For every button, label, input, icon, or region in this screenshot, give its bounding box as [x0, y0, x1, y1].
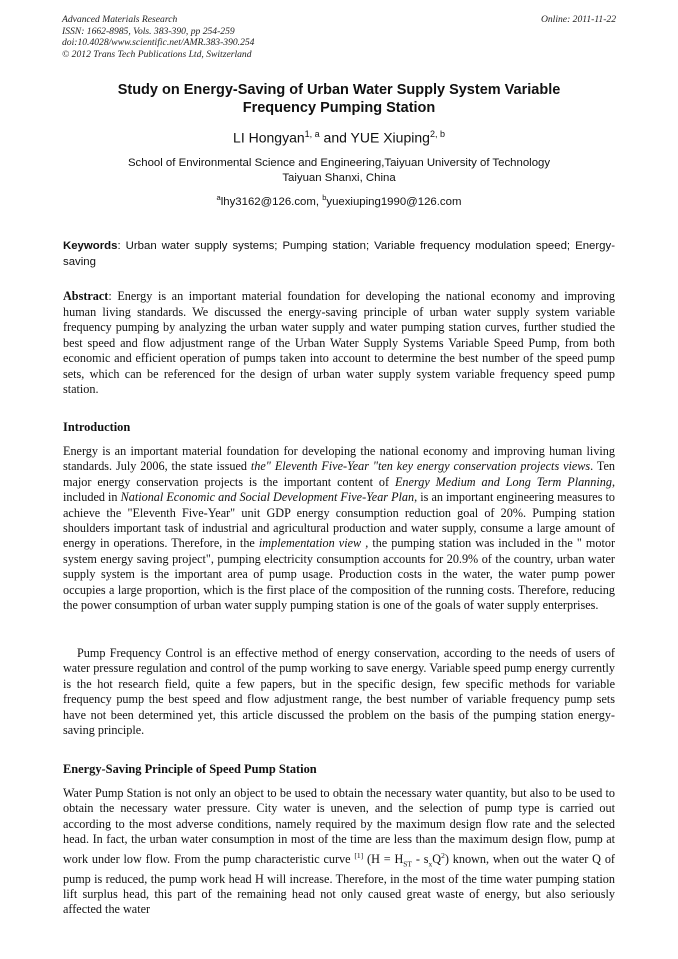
intro-text: , is an important engineering measures to achieve the "Eleventh Five-Year" unit GDP energy consumption reduction goal of 20%. Pumping station shoulders important task of industrial and agricultural production and water supply, consume a large amount of energy in operations. Therefore, in the: [63, 490, 615, 551]
keywords: [63, 239, 615, 270]
title-line-1: Study on Energy-Saving of Urban Water Supply System Variable: [117, 82, 561, 98]
email-a-marker: a: [216, 193, 221, 202]
online-date: Online: 2011-11-22: [540, 14, 616, 25]
introduction-paragraph-1: [63, 444, 615, 613]
equation-superscript: 2: [441, 850, 445, 860]
abstract-label: Abstract: [63, 289, 109, 303]
author-1-affiliation: 1, a: [304, 129, 320, 139]
keywords-label: Keywords: [63, 240, 118, 252]
intro-text: , included in: [63, 474, 615, 505]
email-b-marker: b: [322, 193, 327, 202]
intro-emphasis: the" Eleventh Five-Year "ten key energy conservation projects views: [250, 459, 591, 474]
intro-emphasis: National Economic and Social Development Five-Year Plan: [120, 490, 415, 505]
author-1: LI Hongyan: [233, 129, 305, 146]
email-list: [0, 193, 678, 208]
abstract: [63, 289, 615, 398]
issn-line: ISSN: 1662-8985, Vols. 383-390, pp 254-259: [62, 25, 235, 37]
paper-title: [40, 82, 638, 117]
equation-subscript: ST: [403, 859, 413, 869]
section-text: known, when out the water Q of pump is reduced, the pump work head H will increase. Therefore, in the most of the time water pumping station lift surplus head, this part of the remaining head not only caused great waste of energy, but also seriously affected the water: [63, 851, 615, 917]
citation-ref: [1]: [354, 850, 364, 860]
intro-text: . Ten major energy conservation projects is the important content of: [63, 459, 615, 489]
section-text: Water Pump Station is not only an object to be used to obtain the necessary water quantity, but also to be used to obtain the necessary water pressure. City water is uneven, and the selection of pump type is carried out according to the most adverse conditions, namely required by the maximum design flow rate and the selected head. In fact, the urban water consumption in most of the time are less than the maximum design flow, pump at work under low flow. From the pump characteristic curve: [63, 786, 615, 866]
affiliation-line-2: Taiyuan Shanxi, China: [282, 172, 396, 184]
section-energy-saving-heading: Energy-Saving Principle of Speed Pump Station: [63, 762, 317, 776]
author-2: YUE Xiuping: [350, 129, 430, 146]
introduction-heading: Introduction: [63, 420, 131, 434]
section-energy-saving-paragraph: [63, 786, 615, 918]
equation-part: (H = H: [363, 851, 404, 866]
doi-line: doi:10.4028/www.scientific.net/AMR.383-390.254: [62, 37, 255, 49]
author-2-affiliation: 2, b: [429, 129, 445, 139]
equation-part: ): [444, 851, 449, 866]
affiliation: [40, 156, 638, 186]
affiliation-line-1: School of Environmental Science and Engineering,Taiyuan University of Technology: [127, 157, 551, 169]
copyright-line: © 2012 Trans Tech Publications Ltd, Switzerland: [62, 48, 252, 60]
introduction-paragraph-2: Pump Frequency Control is an effective method of energy conservation, according to the needs of users of water pressure regulation and control of the pump working to save energy. Variable speed pump energy currently is the hot research field, quite a few papers, but in the specific design, few specific methods for variable frequency pump the best speed and flow adjustment range, the best number of variable frequency pump sets have not been determined yet, this article discussed the problem on the basis of the pumping station energy-saving principle.: [63, 646, 615, 738]
intro-text: , the pumping station was included in the " motor system energy saving project", pumping electricity consumption accounts for 20.9% of the country, urban water supply system is the important area of pump usage. Production costs in the water, the water pump power occupies a large proportion, which is the first place of the composition of the running costs. Therefore, reducing the power consumption of urban water supply pumping station is one of the goals of water supply enterprises.: [63, 536, 616, 613]
equation-part: - s: [412, 851, 429, 866]
author-list: [0, 129, 678, 146]
intro-text: Energy is an important material foundation for developing the national economy and improving human living standards. July 2006, the state issued: [63, 444, 615, 474]
intro-emphasis: implementation view: [258, 536, 362, 551]
keywords-text: : Urban water supply systems; Pumping station; Variable frequency modulation speed; Energy-saving: [63, 240, 615, 268]
journal-name: Advanced Materials Research: [62, 14, 178, 25]
abstract-text: : Energy is an important material foundation for developing the national economy and improving human living standards. We discussed the energy-saving principle of urban water supply system variable frequency pumping by analyzing the urban water supply and water pumping station curves, further studied the best speed and flow adjustment range of the Urban Water Supply Systems Variable Speed Pump, from both economic and efficient operation of pumps taken into account to determine the best number of the speed pump sets, which can be referenced for the design of urban water supply system variable frequency speed pump station.: [63, 289, 615, 396]
journal-header: [62, 14, 616, 60]
intro-emphasis: Energy Medium and Long Term Planning: [394, 474, 612, 489]
equation-part: Q: [432, 851, 442, 866]
author-conjunction: and: [319, 129, 351, 146]
email-b: yuexiuping1990@126.com: [326, 195, 462, 208]
equation-subscript: x: [428, 859, 433, 869]
title-line-2: Frequency Pumping Station: [242, 99, 436, 116]
email-a: lhy3162@126.com,: [220, 195, 323, 208]
